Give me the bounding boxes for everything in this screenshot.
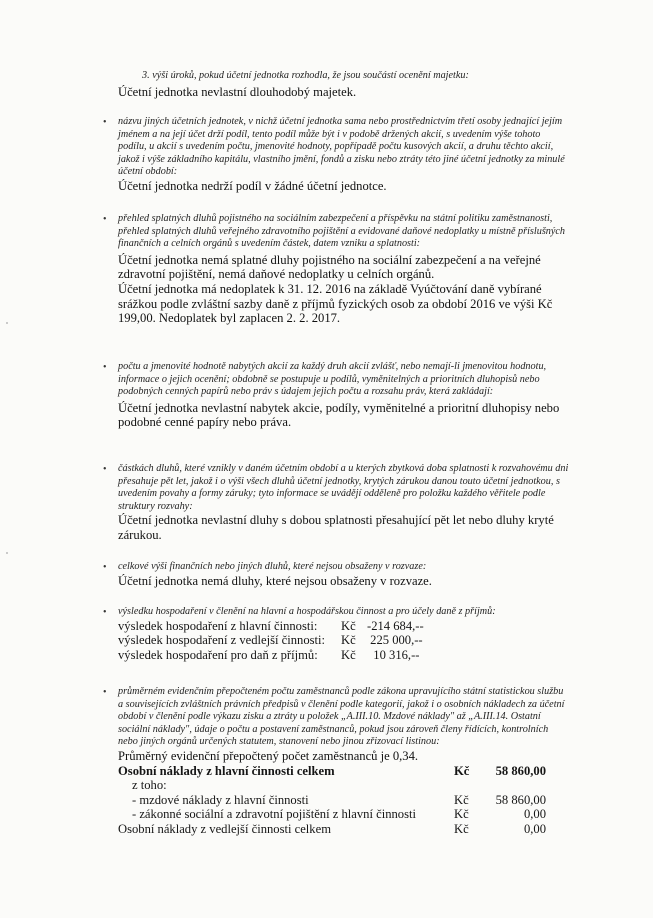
section-employees-headcount: Průměrný evidenční přepočtený počet zaměstnanců je 0,34.: [118, 748, 419, 763]
costs-row-label: - mzdové náklady z hlavní činnosti: [132, 792, 309, 807]
costs-row: [118, 807, 570, 822]
costs-row-currency: [454, 778, 486, 793]
costs-row-value: 0,00: [523, 821, 546, 836]
costs-row-label: Osobní náklady z vedlejší činnosti celkem: [118, 821, 331, 836]
costs-row-value: 58 860,00: [495, 763, 546, 778]
costs-row-value: 0,00: [523, 807, 546, 822]
scan-mark: [6, 552, 8, 554]
results-row-value: -214 684,--: [367, 618, 424, 633]
section-long-term-debts: [118, 463, 570, 543]
section-overdue-debts: [118, 213, 570, 326]
section-overdue-debts-answer-2: Účetní jednotka má nedoplatek k 31. 12. 2016 na základě Vyúčtování daně vybírané srážkou podle zvláštní sazby daně z příjmů fyzických osob za období 2016 ve výši Kč 199,00. Nedoplatek byl zaplacen 2. 2. 2017.: [118, 281, 553, 326]
costs-row-label: - zákonné sociální a zdravotní pojištění z hlavní činnosti: [132, 807, 416, 822]
results-row: [118, 619, 570, 634]
bullet: •: [103, 464, 107, 475]
section-employees-question: průměrném evidenčním přepočteném počtu zaměstnanců podle zákona upravujícího státní statistickou službu a souvisejících zvláštních právních předpisů v členění podle kategorií, jakož i o osobních nákladech za účetní období v členění podle výkazu zisku a ztráty u položek „A.III.10. Mzdové náklady" až „A.III.14. Ostatní sociální náklady", údaje o počtu a postavení zaměstnanců, pokud jsou zároveň členy řídících, kontrolních nebo jiných orgánů určených statutem, stanovení nebo jinou zřizovací listinou:: [118, 686, 565, 748]
costs-row-label: Osobní náklady z hlavní činnosti celkem: [118, 763, 335, 778]
costs-row: [118, 778, 570, 793]
section-shares-answer: Účetní jednotka nevlastní nabytek akcie, podíly, vyměnitelné a prioritní dluhopisy nebo podobné cenné papíry nebo práva.: [118, 400, 560, 430]
scan-mark: [6, 322, 8, 324]
item-3-answer: Účetní jednotka nevlastní dlouhodobý majetek.: [118, 84, 357, 99]
item-3-question: 3. výši úroků, pokud účetní jednotka rozhodla, že jsou součástí ocenění majetku:: [142, 70, 469, 81]
bullet: •: [103, 117, 107, 128]
section-overdue-debts-question: přehled splatných dluhů pojistného na sociálním zabezpečení a příspěvku na státní politiku zaměstnanosti, přehled splatných dluhů veřejného zdravotního pojištění a evidované daňové nedoplatky u místně příslušných finančních a celních orgánů s uvedením částek, datem vzniku a splatnosti:: [118, 213, 566, 250]
bullet: •: [103, 607, 107, 618]
results-row-value: 10 316,--: [367, 647, 420, 662]
costs-row-value: [486, 778, 546, 793]
section-holdings-answer: Účetní jednotka nedrží podíl v žádné účetní jednotce.: [118, 178, 387, 193]
costs-row-currency: Kč: [454, 792, 469, 807]
section-shares: [118, 361, 570, 430]
results-row: [118, 648, 570, 663]
bullet: •: [103, 687, 107, 698]
bullet: •: [103, 562, 107, 573]
results-row-currency: Kč: [341, 633, 356, 648]
section-employees: [118, 686, 570, 837]
section-holdings-question: názvu jiných účetních jednotek, v nichž účetní jednotka sama nebo prostřednictvím třetí osoby jednající jejím jménem a na její účet drží podíl, tento podíl může být i v podobě držených akcií, s uvedením výše tohoto podílu, u akcií s uvedením počtu, jmenovité hodnoty, popřípadě počtu kusových akcií, a druhu těchto akcií, jakož i výše základního kapitálu, vlastního jmění, fondů a zisku nebo ztráty této jiné účetní jednotky za minulé účetní období:: [118, 116, 565, 178]
section-long-term-debts-answer: Účetní jednotka nevlastní dluhy s dobou splatnosti přesahující pět let nebo dluhy kryté zárukou.: [118, 513, 554, 542]
item-3: [118, 70, 570, 99]
section-off-balance-debts: [118, 561, 570, 588]
section-shares-question: počtu a jmenovité hodnotě nabytých akcií za každý druh akcií zvlášť, nebo nemají-li jmenovitou hodnotu, informace o jejich ocenění; obdobně se postupuje u podílů, vyměnitelných a prioritních dluhopisů nebo podobných cenných papírů nebo práv s údajem jejich počtu a rozsahu práv, která zakládají:: [118, 361, 547, 398]
costs-row-currency: Kč: [454, 763, 470, 778]
costs-row-value: 58 860,00: [495, 792, 546, 807]
section-off-balance-debts-answer: Účetní jednotka nemá dluhy, které nejsou obsaženy v rozvaze.: [118, 573, 432, 588]
results-row-label: výsledek hospodaření pro daň z příjmů:: [118, 647, 318, 662]
section-results-question: výsledku hospodaření v členění na hlavní a hospodářskou činnost a pro účely daně z příjmů:: [118, 606, 496, 617]
section-overdue-debts-answer-1: Účetní jednotka nemá splatné dluhy pojistného na sociální zabezpečení a na veřejné zdravotní pojištění, nemá daňové nedoplatky u celních orgánů.: [118, 252, 541, 282]
results-row: [118, 633, 570, 648]
bullet: •: [103, 214, 107, 225]
costs-row: [118, 764, 570, 779]
section-off-balance-debts-question: celkové výši finančních nebo jiných dluhů, které nejsou obsaženy v rozvaze:: [118, 561, 427, 572]
results-row-label: výsledek hospodaření z vedlejší činnosti:: [118, 633, 326, 648]
results-row-value: 225 000,--: [367, 633, 423, 648]
section-long-term-debts-question: částkách dluhů, které vznikly v daném účetním období a u kterých zbytková doba splatnosti k rozvahovému dni přesahuje pět let, jakož i o výši všech dluhů účetní jednotky, krytých zárukou danou touto účetní jednotkou, s uvedením povahy a formy záruky; tyto informace se uvádějí odděleně pro položku každého věřitele podle struktury rozvahy:: [118, 463, 569, 512]
costs-row: [118, 822, 570, 837]
section-results: [118, 606, 570, 662]
section-holdings: [118, 116, 570, 194]
costs-row-currency: Kč: [454, 821, 469, 836]
results-row-currency: Kč: [341, 647, 356, 662]
costs-row: [118, 793, 570, 808]
results-row-currency: Kč: [341, 618, 356, 633]
results-row-label: výsledek hospodaření z hlavní činnosti:: [118, 618, 318, 633]
costs-row-label: z toho:: [132, 778, 167, 793]
costs-row-currency: Kč: [454, 807, 469, 822]
bullet: •: [103, 362, 107, 373]
